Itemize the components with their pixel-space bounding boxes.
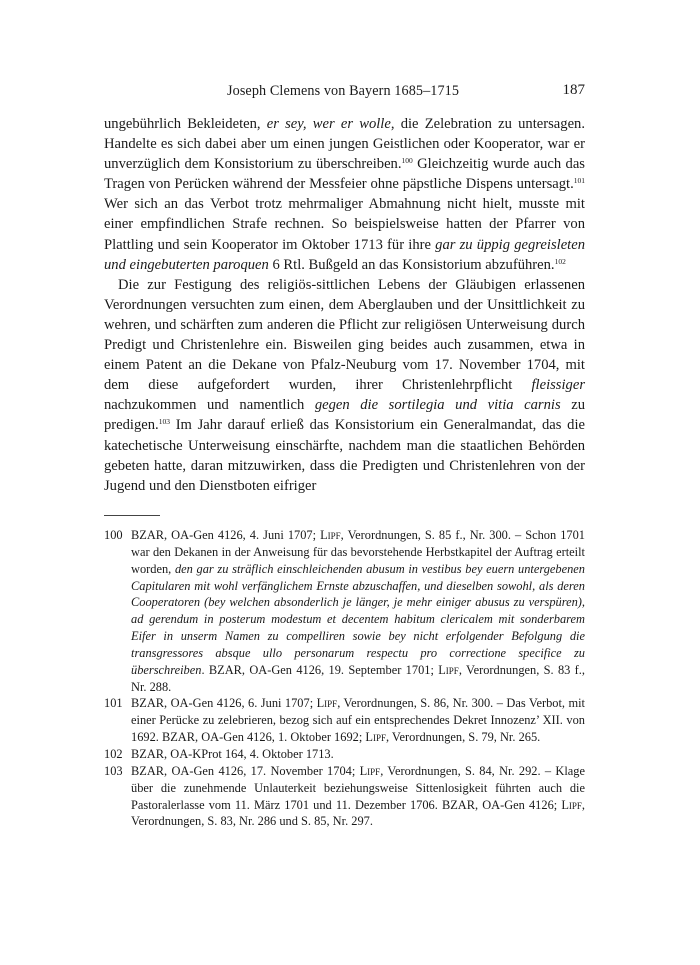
running-header — [104, 83, 585, 103]
footnote-ref-103[interactable]: 103 — [158, 417, 170, 427]
text-run: , Verordnungen, S. 79, Nr. 265. — [385, 730, 541, 745]
running-title: Joseph Clemens von Bayern 1685–1715 — [227, 83, 460, 99]
text-run: , Verordnungen, S. 83 f., Nr. 288. — [131, 662, 585, 694]
text-run: . BZAR, OA-Gen 4126, 19. September 1701; — [201, 662, 439, 677]
quoted-phrase: fleissiger — [531, 377, 585, 394]
page-number: 187 — [562, 82, 585, 98]
paragraph-1 — [104, 114, 585, 275]
author-name: Lipf — [316, 696, 338, 711]
text-run: , Verordnungen, S. 83, Nr. 286 und S. 85, Nr. 297. — [131, 797, 585, 829]
paragraph-2 — [104, 275, 585, 496]
author-name: Lipf — [561, 797, 582, 812]
footnote-101 — [104, 695, 585, 746]
text-run: BZAR, OA-KProt 164, 4. Oktober 1713. — [131, 746, 334, 761]
main-text — [104, 114, 585, 496]
footnote-number: 103 — [104, 763, 123, 778]
footnote-number: 101 — [104, 696, 123, 711]
quoted-phrase: gar zu üppig gegreisleten und eingebuterten paroquen — [104, 236, 585, 273]
text-run: Wer sich an das Verbot trotz mehrmaliger Abmahnung nicht hielt, musste mit einer empfindlichen Strafe rechnen. So beispielsweise hatten der Pfarrer von Plattling und sein Kooperator im Oktober 1713 für ihre — [104, 196, 585, 253]
quoted-phrase: gegen die sortilegia und vitia carnis — [314, 397, 561, 414]
text-run: ungebührlich Bekleideten, — [104, 116, 267, 132]
text-run: Gleichzeitig wurde auch das Tragen von Perücken während der Messfeier ohne päpstliche Dispens untersagt. — [104, 156, 585, 193]
book-page — [104, 0, 585, 965]
quotation: den gar zu sträflich einschleichenden abusum in vestibus bey euern untergebenen Capitularen mit wohl verfänglichem Ernste abzuschaffen, und dieselben sowohl, als deren Cooperatoren (bey welchen absonderlich je länger, je mehr einiger abusus zu verspüren), ad gerendum in posterum modestum et decentem habitum clericalem mit sonderbarem Eifer in unserm Namen zu compelliren sowie bey nicht erfolgender Befolgung die transgressores absque ullo personarum respectu pro correctione specifice zu überschreiben — [131, 561, 585, 677]
footnote-102 — [104, 746, 585, 763]
text-run: , die Zelebration zu untersagen. Handelte es sich dabei aber um einen jungen Geistlichen oder Kooperator, war er unverzüglich dem Konsistorium zu überschreiben. — [104, 116, 585, 173]
text-run: Die zur Festigung des religiös-sittlichen Lebens der Gläubigen erlassenen Verordnungen versuchten zum einen, dem Aberglauben und der Unsittlichkeit zu wehren, und schärften zum anderen die Pflicht zur religiösen Unterweisung durch Predigt und Christenlehre ein. Bisweilen ging beides auch zusammen, etwa in einem Patent an die Dekane von Pfalz-Neuburg vom 17. November 1704, mit dem diese aufgefordert wurden, ihrer Christenlehrpflicht — [104, 276, 585, 394]
text-run: zu predigen. — [104, 397, 585, 434]
footnote-number: 100 — [104, 528, 123, 542]
text-run: 6 Rtl. Bußgeld an das Konsistorium abzuführen. — [268, 256, 555, 273]
text-run: , Verordnungen, S. 86, Nr. 300. – Das Verbot, mit einer Perücke zu zelebrieren, bezog sich auf ein entsprechendes Dekret Innozenz’ XII. von 1692. BZAR, OA-Gen 4126, 1. Oktober 1692; — [131, 696, 585, 745]
footnotes — [104, 527, 585, 830]
footnote-100 — [104, 527, 585, 695]
text-run: BZAR, OA-Gen 4126, 17. November 1704; — [131, 763, 360, 778]
author-name: Lipf — [320, 528, 341, 542]
author-name: Lipf — [438, 662, 459, 677]
footnote-divider — [104, 515, 160, 516]
author-name: Lipf — [359, 763, 381, 778]
footnote-103 — [104, 763, 585, 830]
text-run: Im Jahr darauf erließ das Konsistorium ein Generalmandat, das die katechetische Unterweisung einschärfte, nachdem man die staatlichen Behörden gebeten hatte, daran mitzuwirken, dass die Predigten und Christenlehren von der Jugend und den Dienstboten eifriger — [104, 417, 585, 494]
quoted-phrase: er sey, wer er wolle — [266, 116, 391, 132]
author-name: Lipf — [365, 730, 386, 745]
footnote-ref-100[interactable]: 100 — [401, 156, 413, 166]
text-run: BZAR, OA-Gen 4126, 6. Juni 1707; — [131, 696, 317, 711]
footnote-ref-101[interactable]: 101 — [573, 176, 585, 186]
text-run: , Verordnungen, S. 84, Nr. 292. – Klage über die zunehmende Unlauterkeit beziehungsweise Sittenlosigkeit führten auch die Pastoralerlasse vom 11. März 1701 und 11. Dezember 1706. BZAR, OA-Gen 4126; — [131, 763, 585, 812]
footnote-ref-102[interactable]: 102 — [554, 256, 566, 266]
text-run: nachzukommen und namentlich — [104, 397, 315, 414]
text-run: BZAR, OA-Gen 4126, 4. Juni 1707; — [131, 528, 321, 542]
text-run: , Verordnungen, S. 85 f., Nr. 300. – Schon 1701 war den Dekanen in der Anweisung für das bevorstehende Herbstkapitel der Auftrag erteilt worden, — [131, 528, 585, 576]
footnote-number: 102 — [104, 746, 123, 761]
